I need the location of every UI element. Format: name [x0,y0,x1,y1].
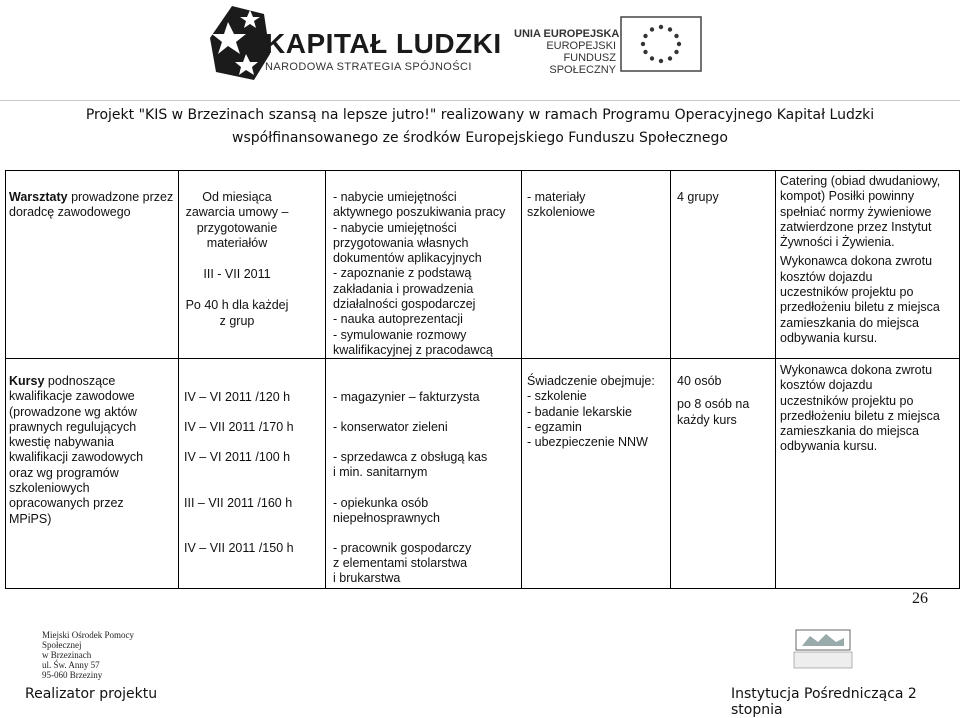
row2-benefit-line-3: - egzamin [527,419,582,434]
col-divider-2 [325,170,326,589]
row1-scope-line-5: - zapoznanie z podstawą [333,266,472,281]
row1-refund-line-4: zamieszkania do miejsca [780,315,919,330]
row1-refund-line-1: kosztów dojazdu [780,269,873,284]
row2-type-line-3: prawnych regulujących [9,419,137,434]
page-number: 26 [912,590,928,607]
row2-course-6: - pracownik gospodarczy [333,541,472,555]
kapital-ludzki-title: KAPITAŁ LUDZKI [265,28,502,59]
footer-left: Realizator projektu [25,686,158,702]
row2-benefit-line-0: Świadczenie obejmuje: [527,374,655,388]
row2-type-line-9: MPiPS) [9,511,52,526]
row2-type-line-7: szkoleniowych [9,481,90,496]
row1-scope-line-3: przygotowania własnych [333,235,469,250]
row2-refund-line-3: przedłożeniu biletu z miejsca [780,408,940,423]
col-divider-1 [178,170,179,589]
wup-logo [792,628,854,670]
row2-participants-line-0: po 8 osób na [677,397,750,412]
ue-subtitle [514,40,616,76]
row1-refund-line-5: odbywania kursu. [780,330,878,345]
row2-course-3: i min. sanitarnym [333,465,428,479]
row2-course-7: z elementami stolarstwa [333,556,468,570]
row1-scope-line-2: - nabycie umiejętności [333,220,457,235]
row1-scope-line-0: - nabycie umiejętności [333,190,457,204]
row2-schedule-3: III – VII 2011 /160 h [184,496,293,510]
row1-notes-refund [780,254,958,346]
row1-type-bold: Warsztaty [9,190,68,204]
row1-refund-line-0: Wykonawca dokona zwrotu [780,254,933,269]
row1-groups-cell [677,190,772,205]
stamp-line-1: Społecznej [42,640,82,650]
row2-type-bold: Kursy [9,374,45,388]
row1-scope-line-4: dokumentów aplikacyjnych [333,251,482,266]
row1-scope-line-8: - nauka autoprezentacji [333,312,463,327]
row2-participants-total: 40 osób [677,374,722,388]
row1-catering-line-4: Żywności i Żywienia. [780,235,895,250]
row2-schedule-2: IV – VI 2011 /100 h [184,450,291,464]
row2-course-0: - magazynier – fakturzysta [333,390,480,404]
row2-type-line-5: kwalifikacji zawodowych [9,450,144,465]
row2-course-1: - konserwator zieleni [333,420,448,434]
stamp-line-4: 95-060 Brzeziny [42,670,103,680]
row1-schedule-a: Od miesiąca zawarcia umowy – [185,190,289,220]
row2-type-line-8: opracowanych przez [9,496,124,511]
row1-refund-line-3: przedłożeniu biletu z miejsca [780,300,940,315]
eu-flag-icon [620,16,702,72]
row1-catering-line-3: zatwierdzone przez Instytut [780,219,932,234]
row1-scope-line-9: - symulowanie rozmowy [333,327,467,342]
row2-schedule-4: IV – VII 2011 /150 h [184,541,294,555]
col-divider-4 [670,170,671,589]
row1-scope-cell [333,190,518,358]
row2-course-5: niepełnosprawnych [333,511,441,525]
project-banner [0,104,960,150]
stamp-line-2: w Brzezinach [42,650,92,660]
row1-catering-line-2: spełniać normy żywieniowe [780,204,932,219]
ue-sub-line2: FUNDUSZ SPOŁECZNY [549,52,616,76]
row1-groups-value: 4 grupy [677,190,719,204]
stamp-address [42,630,134,680]
row2-type-line-2: (prowadzone wg aktów [9,404,137,419]
row1-scope-line-7: działalności gospodarczej [333,297,476,312]
row2-benefit-line-2: - badanie lekarskie [527,404,632,419]
row2-type-line-0: podnoszące [44,374,116,388]
row1-materials-line-0: - materiały [527,190,586,204]
row1-materials-line-1: szkoleniowe [527,205,596,220]
project-line-1: Projekt "KIS w Brzezinach szansą na lepsze jutro!" realizowany w ramach Programu Operacyjnego Kapitał Ludzki [85,107,875,123]
row2-refund-line-2: uczestników projektu po [780,393,914,408]
col-divider-3 [521,170,522,589]
row1-notes-catering [780,174,958,250]
row2-course-2: - sprzedawca z obsługą kas [333,450,488,464]
row2-type-line-6: oraz wg programów [9,465,119,480]
row2-refund-line-1: kosztów dojazdu [780,378,873,393]
row1-refund-line-2: uczestników projektu po [780,285,914,300]
table-top-border [5,170,960,171]
row2-refund-line-5: odbywania kursu. [780,439,878,454]
stamp-line-3: ul. Św. Anny 57 [42,660,100,670]
row2-benefit-line-4: - ubezpieczenie NNW [527,435,648,450]
row1-type-cell [9,190,174,221]
row1-schedule-b: przygotowanie materiałów [196,220,278,250]
row2-course-8: i brukarstwa [333,571,401,585]
footer-right: Instytucja Pośrednicząca 2 stopnia [731,686,917,718]
row2-type-line-1: kwalifikacje zawodowe [9,389,135,404]
table-bottom-border [5,588,960,589]
project-line-2: współfinansowanego ze środków Europejskiego Funduszu Społecznego [232,130,728,146]
row2-benefits-cell [527,374,667,450]
row1-schedule-c: III - VII 2011 [203,267,271,282]
row1-notes-cell [780,174,958,346]
row1-scope-line-1: aktywnego poszukiwania pracy [333,205,506,220]
row2-course-4: - opiekunka osób [333,496,429,510]
col-divider-5 [775,170,776,589]
table-left-border [5,170,6,589]
row2-notes-cell [780,363,958,455]
row1-scope-line-10: kwalifikacyjnej z pracodawcą [333,342,493,357]
row2-refund-line-0: Wykonawca dokona zwrotu [780,363,933,377]
row2-type-line-4: kwestię nabywania [9,435,114,450]
row2-participants-line-1: każdy kurs [677,412,737,427]
row1-schedule-d: Po 40 h dla każdej z grup [185,298,289,328]
header-divider [0,100,960,101]
row1-catering-line-1: kompot) Posiłki powinny [780,189,915,204]
row1-scope-line-6: zakładania i prowadzenia [333,281,474,296]
row2-participants-per-course [677,397,772,428]
row1-materials-cell [527,190,667,221]
row1-catering-line-0: Catering (obiad dwudaniowy, [780,174,941,188]
ue-title: UNIA EUROPEJSKA [514,28,620,40]
ue-sub-line1: EUROPEJSKI [546,40,616,52]
kapital-ludzki-subtitle: NARODOWA STRATEGIA SPÓJNOŚCI [265,61,472,73]
stamp-line-0: Miejski Ośrodek Pomocy [42,630,134,640]
row2-participants-cell [677,374,772,428]
row1-type-rest: prowadzone przez doradcę zawodowego [9,190,174,220]
row2-benefit-line-1: - szkolenie [527,389,587,404]
row2-type-rest [9,389,174,527]
row1-schedule-cell [182,190,292,329]
row2-type-cell [9,374,174,527]
row2-refund-line-4: zamieszkania do miejsca [780,424,919,439]
row2-schedule-0: IV – VI 2011 /120 h [184,390,291,404]
row2-schedule-1: IV – VII 2011 /170 h [184,420,294,434]
